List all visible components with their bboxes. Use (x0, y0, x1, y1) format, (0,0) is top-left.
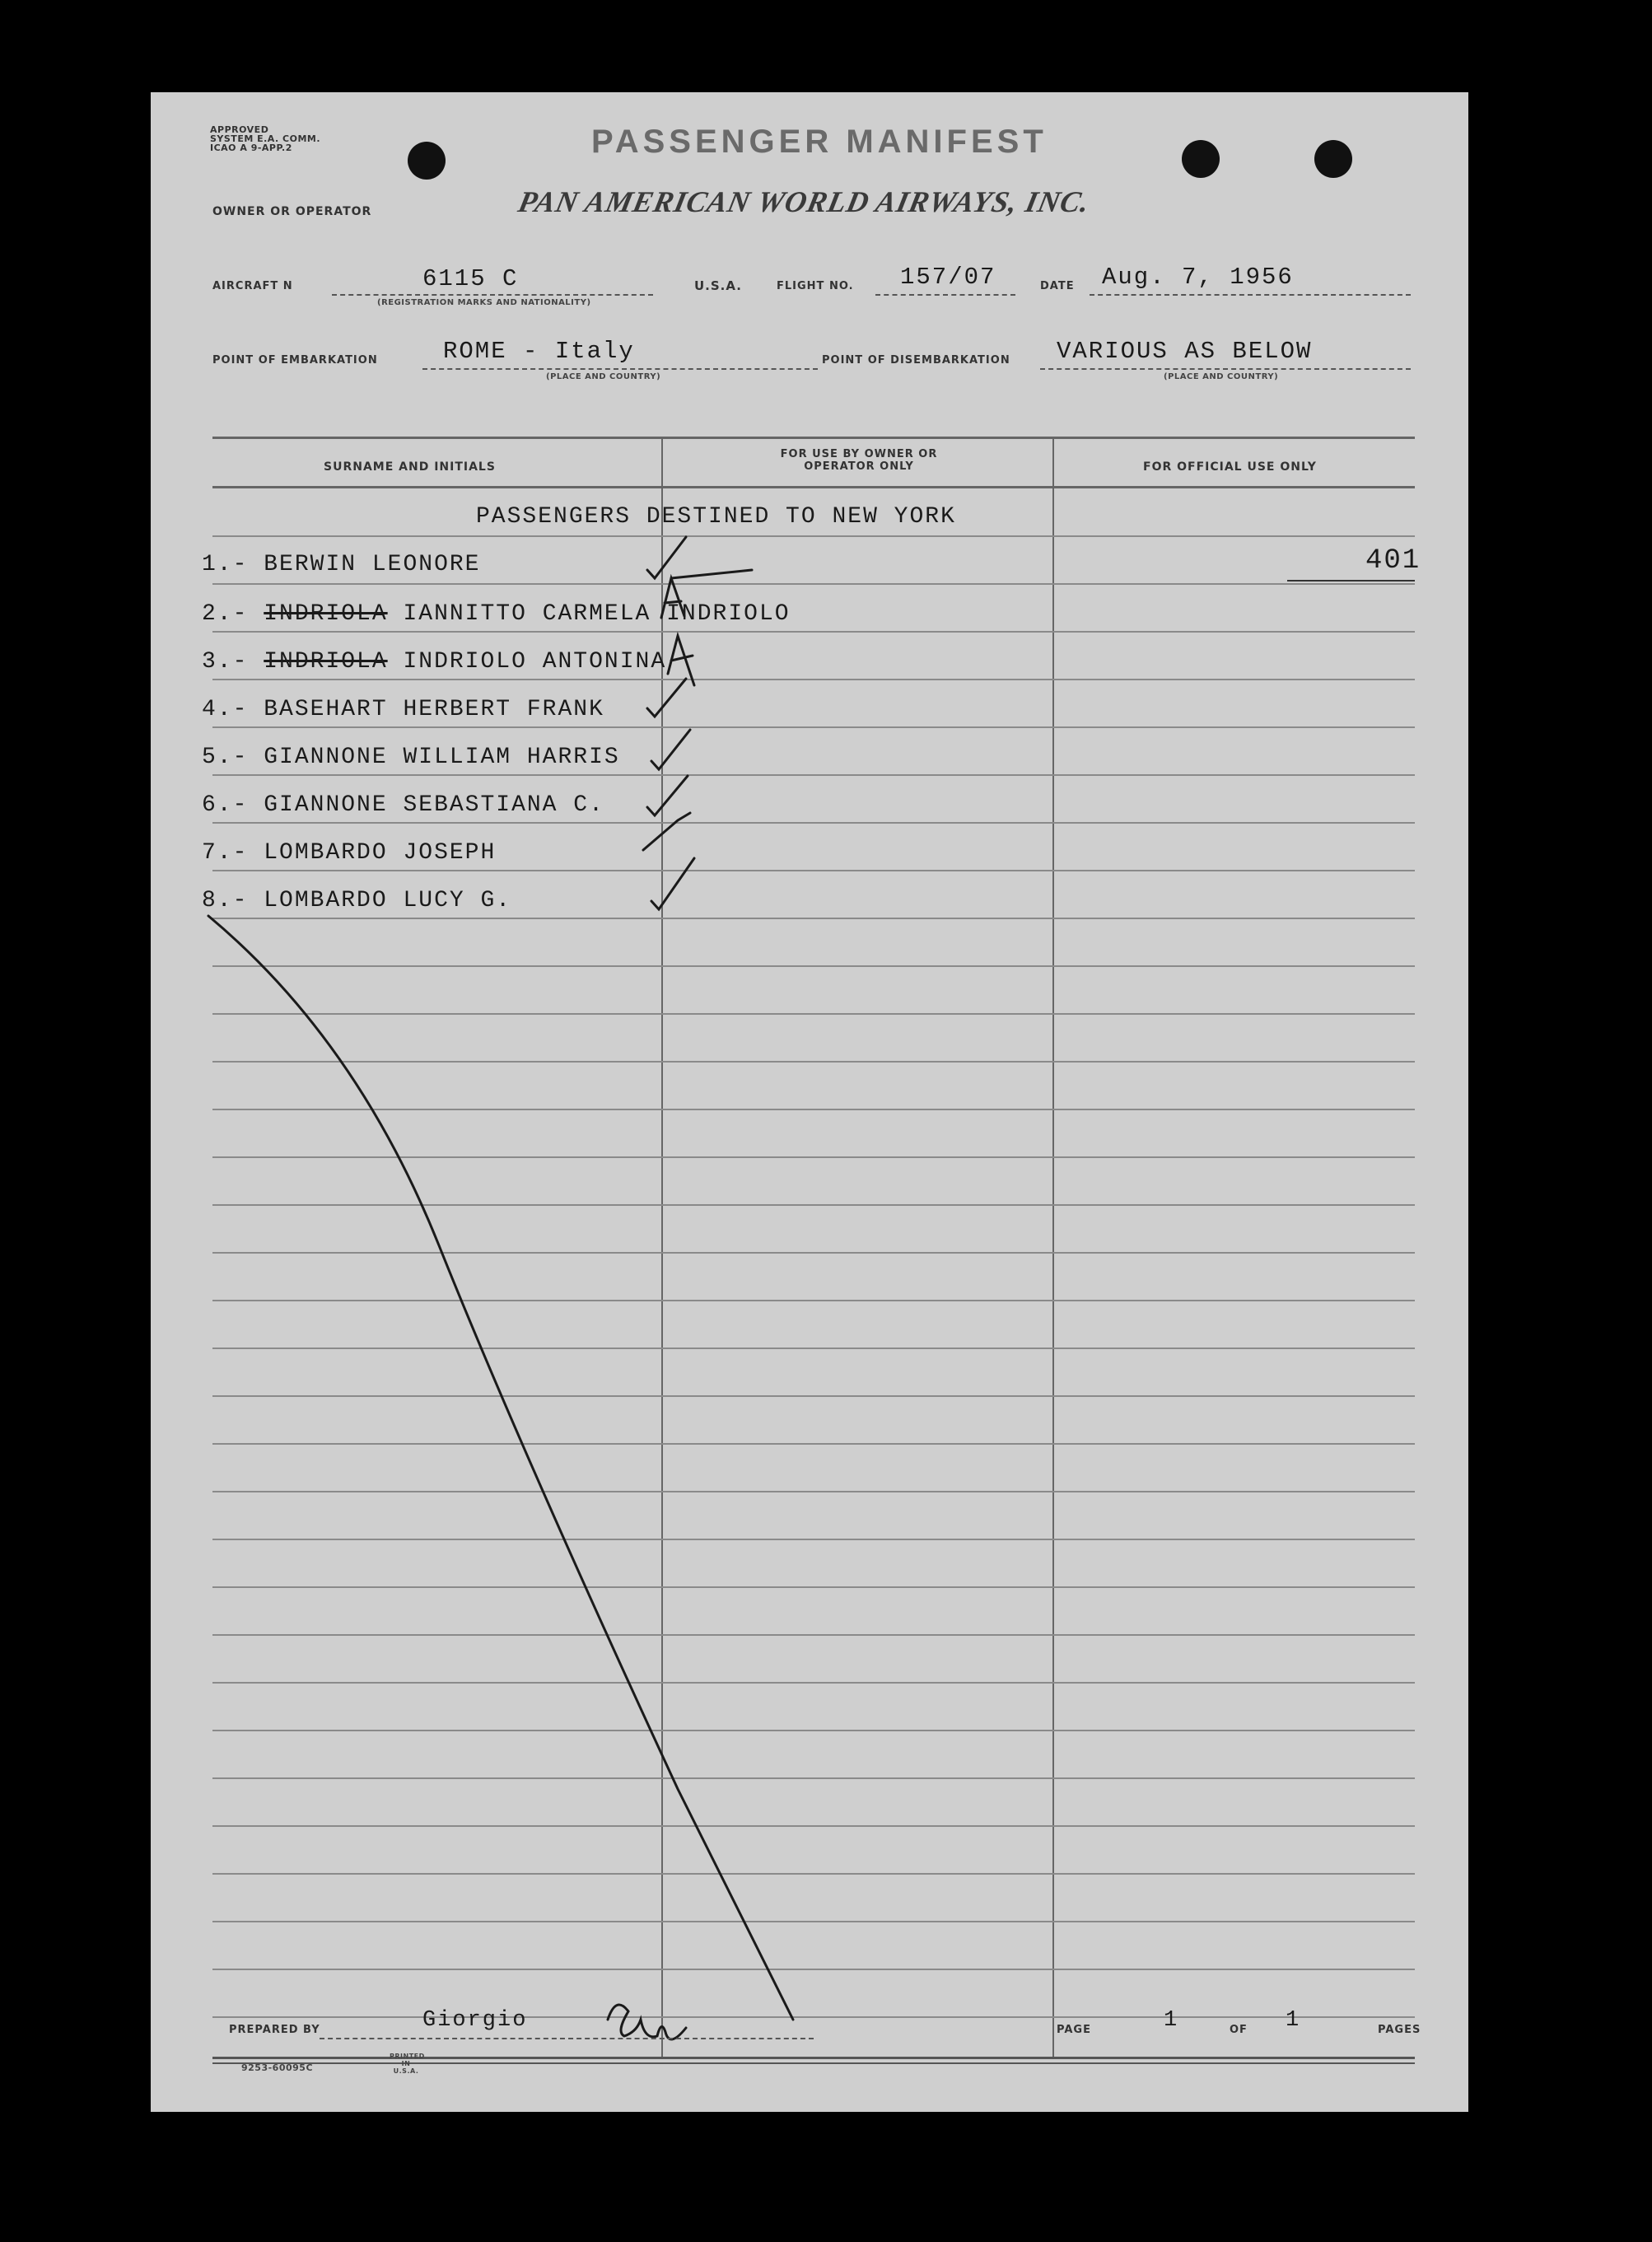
nationality: U.S.A. (694, 278, 742, 293)
passenger-number: 5.- (202, 745, 249, 770)
check-mark-1 (647, 537, 686, 578)
column-header-surname: SURNAME AND INITIALS (324, 460, 496, 474)
form-number: 9253-60095C (241, 2062, 314, 2073)
signature-mark (608, 2005, 686, 2039)
section-heading: PASSENGERS DESTINED TO NEW YORK (476, 504, 956, 530)
annotation-a-1 (661, 570, 752, 618)
approval-line-3: ICAO A 9-APP.2 (210, 142, 292, 153)
manifest-sheet (151, 92, 1468, 2112)
closing-diagonal-line (208, 916, 793, 2020)
of-label: OF (1230, 2024, 1248, 2036)
aircraft-label: AIRCRAFT N (212, 280, 293, 292)
prepared-by-fill-line (320, 2038, 814, 2039)
check-mark-7 (643, 813, 690, 850)
approval-line-2: SYSTEM E.A. COMM. (210, 133, 321, 144)
owner-use-text: FOR USE BY OWNER OR OPERATOR ONLY (780, 448, 938, 473)
official-number: 401 (1365, 545, 1421, 577)
flight-label: FLIGHT NO. (777, 280, 854, 292)
date-label: DATE (1040, 280, 1075, 292)
page-label: PAGE (1057, 2024, 1091, 2036)
aircraft-sublabel: (REGISTRATION MARKS AND NATIONALITY) (377, 298, 591, 307)
passenger-number: 7.- (202, 840, 249, 866)
annotation-a-2 (668, 636, 694, 685)
disembarkation-value: VARIOUS AS BELOW (1057, 338, 1313, 365)
passenger-name: IANNITTO CARMELA (403, 601, 651, 627)
passenger-name: LOMBARDO JOSEPH (264, 840, 497, 866)
check-mark-4 (647, 679, 686, 717)
form-title: PASSENGER MANIFEST (591, 124, 1048, 160)
pages-label: PAGES (1378, 2024, 1421, 2036)
passenger-name: BERWIN LEONORE (264, 552, 481, 577)
airline-name: PAN AMERICAN WORLD AIRWAYS, INC. (515, 185, 1094, 218)
passenger-name: LOMBARDO LUCY G. (264, 888, 512, 913)
owner-operator-label: OWNER OR OPERATOR (212, 205, 372, 218)
check-mark-5 (651, 730, 690, 769)
passenger-number: 6.- (202, 792, 249, 818)
passenger-name: GIANNONE WILLIAM HARRIS (264, 745, 620, 770)
passenger-number: 8.- (202, 888, 249, 913)
disembarkation-sublabel: (PLACE AND COUNTRY) (1164, 372, 1279, 381)
disembarkation-label: POINT OF DISEMBARKATION (822, 354, 1010, 367)
check-mark-6 (647, 776, 688, 815)
passenger-note: INDRIOLO (666, 601, 791, 627)
passenger-number: 1.- (202, 552, 249, 577)
passenger-struck-name: INDRIOLA (264, 601, 388, 627)
passenger-name: BASEHART HERBERT FRANK (264, 697, 604, 722)
approval-line-1: APPROVED (210, 124, 269, 135)
prepared-by-value: Giorgio (422, 2008, 528, 2033)
passenger-number: 2.- (202, 601, 249, 627)
aircraft-value: 6115 C (422, 265, 519, 292)
passenger-number: 4.- (202, 697, 249, 722)
page-value: 1 (1164, 2008, 1179, 2033)
printed-in: PRINTED IN U.S.A. (390, 2053, 425, 2075)
handwritten-marks (151, 92, 1468, 2112)
column-header-official-use: FOR OFFICIAL USE ONLY (1143, 460, 1317, 474)
prepared-by-label: PREPARED BY (229, 2024, 320, 2036)
passenger-struck-name: INDRIOLA (264, 649, 388, 675)
passenger-number: 3.- (202, 649, 249, 675)
embarkation-value: ROME - Italy (443, 338, 635, 365)
passenger-name: GIANNONE SEBASTIANA C. (264, 792, 604, 818)
check-mark-8 (651, 858, 694, 909)
embarkation-sublabel: (PLACE AND COUNTRY) (546, 372, 661, 381)
passenger-name: INDRIOLO ANTONINA (403, 649, 667, 675)
flight-value: 157/07 (900, 264, 996, 291)
date-value: Aug. 7, 1956 (1102, 264, 1294, 291)
of-value: 1 (1286, 2008, 1301, 2033)
embarkation-label: POINT OF EMBARKATION (212, 354, 378, 367)
